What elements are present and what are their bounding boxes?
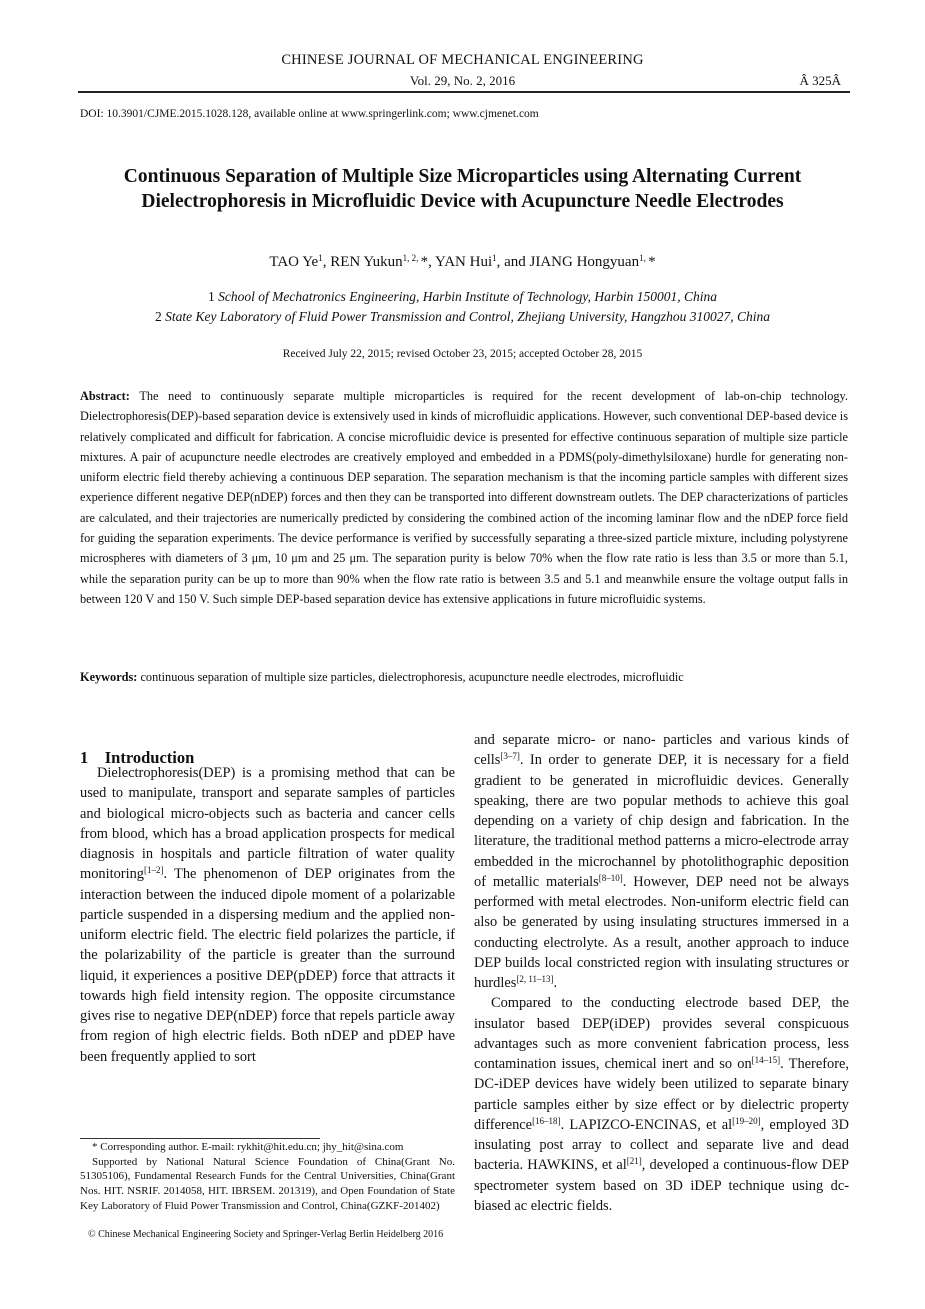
right-column <box>474 730 849 1216</box>
text-run: . <box>553 975 558 991</box>
text-run: . Therefore, DC-iDEP devices have widely been utilized to separate binary particle samples either by size effect or by dielectric property difference <box>474 1056 849 1133</box>
citation-superscript: [16–18] <box>532 1115 561 1126</box>
page-number: Â 325Â <box>799 73 841 88</box>
footnote <box>80 1140 455 1214</box>
citation-superscript: 1, <box>639 253 649 263</box>
citation-superscript: 1 <box>492 253 497 263</box>
text-run: * <box>648 254 656 270</box>
footnote-rule <box>80 1138 320 1139</box>
text-run: , developed a continuous-flow DEP spectrometer system based on 3D iDEP technique using dc-biased ac electric fields. <box>474 1157 849 1214</box>
copyright: © Chinese Mechanical Engineering Society and Springer-Verlag Berlin Heidelberg 2016 <box>88 1229 444 1240</box>
keywords-text: continuous separation of multiple size particles, dielectrophoresis, acupuncture needle electrodes, microfluidic <box>137 670 684 684</box>
citation-superscript: [3–7] <box>500 751 520 762</box>
text-run: . LAPIZCO-ENCINAS, et al <box>560 1116 733 1133</box>
citation-superscript: [8–10] <box>598 872 623 883</box>
keywords <box>80 670 848 685</box>
citation-superscript: 1, 2, <box>402 253 421 263</box>
paragraph <box>474 993 849 1216</box>
affiliation-text: School of Mechatronics Engineering, Harbin Institute of Technology, Harbin 150001, China <box>218 289 717 304</box>
text-run: Compared to the conducting electrode based DEP, the insulator based DEP(iDEP) provides several conspicuous advantages such as more convenient fabrication process, less contamination issues, chemical inert and so on <box>474 995 849 1072</box>
text-run: , REN Yukun <box>322 254 403 270</box>
journal-name: CHINESE JOURNAL OF MECHANICAL ENGINEERING <box>281 52 644 68</box>
abstract-text: The need to continuously separate multiple microparticles is required for the recent development of lab-on-chip technology. Dielectrophoresis(DEP)-based separation device is extensively used in kinds of microfluidic applications. However, such conventional DEP-based device is relatively complicated and difficult for fabrication. A concise microfluidic device is presented for effective continuous separation of multiple size particle mixtures. A pair of acupuncture needle electrodes are creatively employed and embedded in a PDMS(poly-dimethylsiloxane) hurdle for generating non-uniform electric field thereby achieving a continuous DEP separation. The separation mechanism is that the incoming particle samples with different sizes experience different negative DEP(nDEP) forces and then they can be transported into different downstream outlets. The DEP characterizations of particles are calculated, and their trajectories are numerically predicted by considering the combined action of the incoming laminar flow and the nDEP force field for guiding the separation experiments. The device performance is verified by successfully separating a three-sized particle mixture, including polystyrene microspheres with diameters of 3 μm, 10 μm and 25 μm. The separation purity is below 70% when the flow rate ratio is less than 3.5 or more than 5.1, while the separation purity can be up to more than 90% when the flow rate ratio is between 3.5 and 5.1 and meanwhile ensure the voltage output falls in between 120 V and 150 V. Such simple DEP-based separation device has extensive applications in future microfluidic systems. <box>80 389 848 606</box>
affiliation-1 <box>0 289 925 305</box>
text-run: and separate micro- or nano- particles and various kinds of cells <box>474 732 849 769</box>
paragraph <box>80 763 455 1067</box>
text-run: , employed 3D insulating post array to collect and separate live and dead bacteria. HAWKINS, et al <box>474 1116 849 1174</box>
text-run: TAO Ye <box>269 254 319 270</box>
citation-superscript: 1 <box>318 253 323 263</box>
author-list <box>0 254 925 271</box>
funding-note: Supported by National Natural Science Foundation of China(Grant No. 51305106), Fundamental Research Funds for the Central Universities, China(Grant Nos. HIT. NSRIF. 2014058, HIT. IBRSEM. 201319), and Open Foundation of State Key Laboratory of Fluid Power Transmission and Control, China(GZKF-201402) <box>80 1155 455 1212</box>
citation-superscript: [21] <box>626 1156 642 1167</box>
text-run: . The phenomenon of DEP originates from the interaction between the induced dipole moment of a polarizable particle suspended in a dispersing medium and the applied non-uniform electric field. The electric field polarizes the particle, if the polarizability of the particle is greater than the surround liquid, it experiences a positive DEP(pDEP) force that attracts it towards high field intensity region. The opposite circumstance gives rise to negative DEP(nDEP) force that repels particle away from region of high electric fields. Both nDEP and pDEP have been frequently applied to sort <box>80 866 455 1065</box>
doi-line: DOI: 10.3901/CJME.2015.1028.128, available online at www.springerlink.com; www.cjmenet.com <box>80 108 539 120</box>
citation-superscript: [2, 11–13] <box>516 974 554 984</box>
affiliation-2 <box>0 309 925 325</box>
text-run: . However, DEP need not be always performed with metal electrodes. Non-uniform electric field can also be generated by using insulating structures immersed in a conducting electrolyte. As a result, another approach to induce DEP builds local constricted region with insulating structures or hurdles <box>474 873 849 991</box>
abstract <box>80 386 848 609</box>
volume-info: Vol. 29, No. 2, 2016 <box>409 73 516 88</box>
left-column <box>80 763 455 1067</box>
affiliation-number: 1 <box>208 289 219 304</box>
text-run: Dielectrophoresis(DEP) is a promising method that can be used to manipulate, transport and separate samples of particles and biological micro-objects such as bacteria and cancer cells from blood, which has a broad application prospects for medical diagnosis in hospitals and particle filtration of water quality monitoring <box>80 765 455 883</box>
text-run: , and JIANG Hongyuan <box>496 254 640 270</box>
header-rule <box>78 91 850 93</box>
paragraph <box>474 730 849 993</box>
affiliation-text: State Key Laboratory of Fluid Power Transmission and Control, Zhejiang University, Hangzhou 310027, China <box>165 309 770 324</box>
abstract-label: Abstract: <box>80 389 130 403</box>
received-dates: Received July 22, 2015; revised October 23, 2015; accepted October 28, 2015 <box>282 348 643 360</box>
citation-superscript: [19–20] <box>732 1115 761 1126</box>
text-run: *, YAN Hui <box>420 254 493 270</box>
corresponding-author: * Corresponding author. E-mail: rykhit@hit.edu.cn; jhy_hit@sina.com <box>92 1141 404 1153</box>
citation-superscript: [14–15] <box>751 1055 781 1065</box>
affiliation-number: 2 <box>155 309 166 324</box>
keywords-label: Keywords: <box>80 670 138 684</box>
text-run: . In order to generate DEP, it is necessary for a field gradient to be generated in microfluidic devices. Generally speaking, there are two popular methods to achieve this goal depending on a variety of chip design and fabrication. In the literature, the traditional method patterns a micro-electrode array embedded in the microchannel by photolithographic deposition of metallic materials <box>474 752 849 890</box>
section-heading: 1 Introduction <box>80 748 195 767</box>
paper-title: Continuous Separation of Multiple Size Microparticles using Alternating Current Dielectrophoresis in Microfluidic Device with Acupuncture Needle Electrodes <box>123 166 802 212</box>
citation-superscript: [1–2] <box>143 865 164 876</box>
